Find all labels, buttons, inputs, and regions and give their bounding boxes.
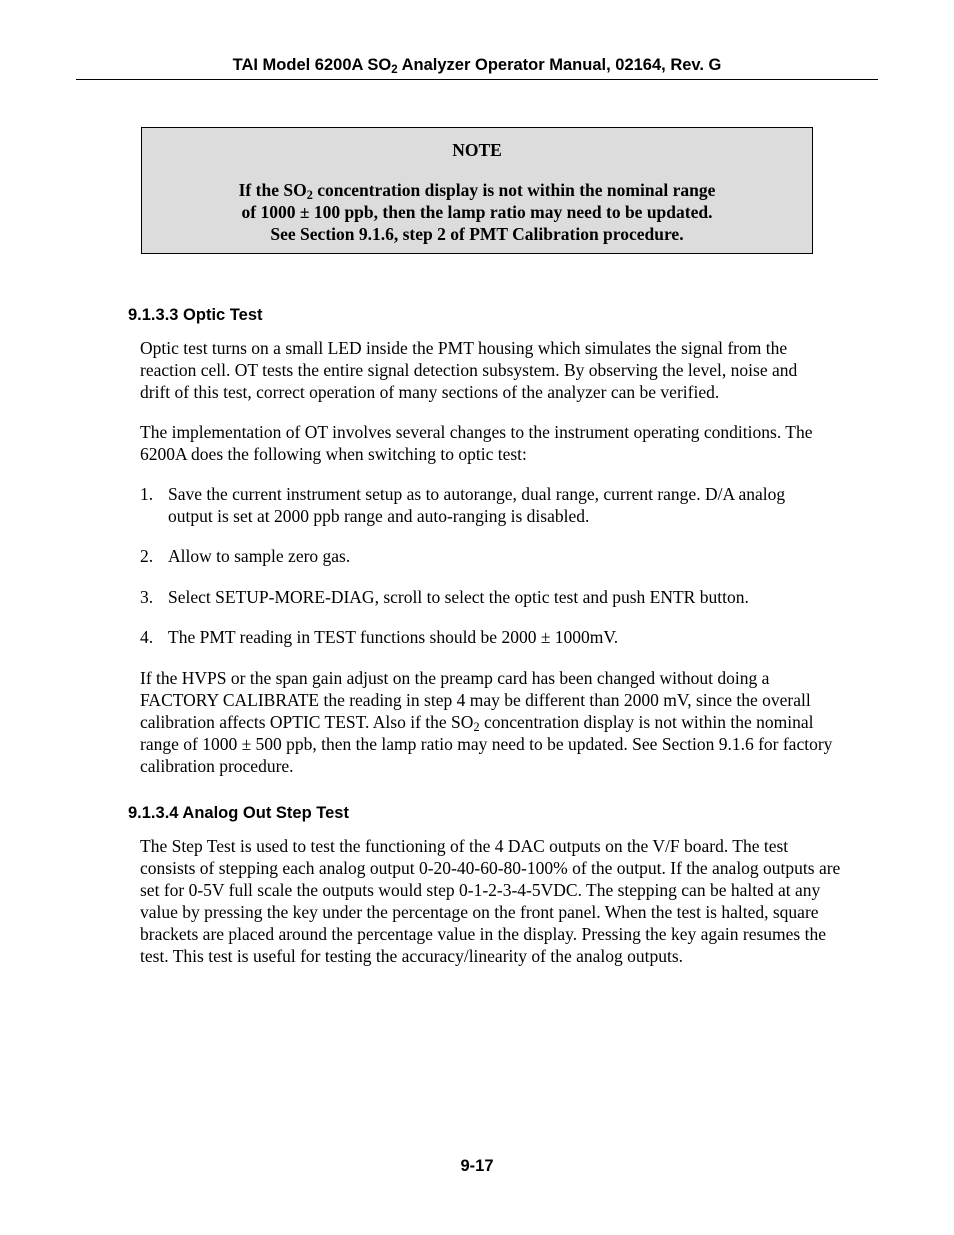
note-line-1-subscript: 2 — [306, 188, 313, 203]
list-item-text — [168, 586, 868, 608]
text-span: calibration affects OPTIC TEST. Also if the SO — [140, 712, 474, 732]
note-body — [142, 179, 812, 245]
list-item-number: 2. — [140, 546, 154, 566]
text-line: calibration procedure. — [140, 756, 294, 776]
list-item-number: 1. — [140, 484, 154, 504]
text-line: drift of this test, correct operation of many sections of the analyzer can be verified. — [140, 382, 720, 402]
text-line: test. This test is useful for testing the accuracy/linearity of the analog outputs. — [140, 946, 684, 966]
analog-out-paragraph — [140, 835, 840, 967]
text-line: output is set at 2000 ppb range and auto-ranging is disabled. — [168, 506, 590, 526]
page-number: 9-17 — [460, 1157, 494, 1175]
list-item-number: 4. — [140, 627, 154, 647]
note-line-3: See Section 9.1.6, step 2 of PMT Calibration procedure. — [270, 224, 684, 244]
list-item-text — [168, 483, 868, 527]
optic-test-paragraph-3 — [140, 667, 832, 777]
optic-test-paragraph-1 — [140, 337, 797, 403]
note-line-1-pre: If the SO — [238, 180, 307, 200]
note-line-2: of 1000 ± 100 ppb, then the lamp ratio may need to be updated. — [241, 202, 713, 222]
page-header — [76, 56, 878, 75]
text-line — [140, 711, 832, 733]
text-line: The PMT reading in TEST functions should be 2000 ± 1000mV. — [168, 627, 619, 647]
text-line: Optic test turns on a small LED inside the PMT housing which simulates the signal from the — [140, 338, 788, 358]
text-line: If the HVPS or the span gain adjust on the preamp card has been changed without doing a — [140, 668, 770, 688]
text-line: value by pressing the key under the percentage on the front panel. When the test is halted, square — [140, 902, 819, 922]
text-span: concentration display is not within the nominal — [479, 712, 814, 732]
note-box — [141, 127, 813, 254]
text-line: Select SETUP-MORE-DIAG, scroll to select the optic test and push ENTR button. — [168, 587, 749, 607]
text-subscript: 2 — [473, 720, 480, 735]
text-line: Allow to sample zero gas. — [168, 546, 351, 566]
text-line: reaction cell. OT tests the entire signal detection subsystem. By observing the level, noise and — [140, 360, 798, 380]
header-title-pre: TAI Model 6200A SO — [232, 56, 392, 74]
text-line: 6200A does the following when switching to optic test: — [140, 444, 527, 464]
header-title-post: Analyzer Operator Manual, 02164, Rev. G — [397, 56, 722, 74]
section-heading-analog-out-step-test: 9.1.3.4 Analog Out Step Test — [128, 804, 349, 822]
note-line-1 — [142, 179, 812, 201]
text-line: consists of stepping each analog output 0-20-40-60-80-100% of the output. If the analog outputs are — [140, 858, 841, 878]
text-line: brackets are placed around the percentage value in the display. Pressing the key again resumes the — [140, 924, 826, 944]
text-line: Save the current instrument setup as to autorange, dual range, current range. D/A analog — [168, 484, 786, 504]
text-line: set for 0-5V full scale the outputs would step 0-1-2-3-4-5VDC. The stepping can be halted at any — [140, 880, 821, 900]
text-line: FACTORY CALIBRATE the reading in step 4 may be different than 2000 mV, since the overall — [140, 690, 811, 710]
note-line-1-post: concentration display is not within the nominal range — [312, 180, 716, 200]
section-heading-optic-test: 9.1.3.3 Optic Test — [128, 306, 263, 324]
list-item-text — [168, 545, 868, 567]
header-divider — [76, 79, 878, 80]
note-title: NOTE — [452, 140, 502, 160]
header-title-subscript: 2 — [391, 63, 398, 76]
optic-test-paragraph-2 — [140, 421, 812, 465]
text-line: The Step Test is used to test the functioning of the 4 DAC outputs on the V/F board. The test — [140, 836, 789, 856]
list-item-number: 3. — [140, 587, 154, 607]
list-item-text — [168, 626, 868, 648]
text-line: range of 1000 ± 500 ppb, then the lamp ratio may need to be updated. See Section 9.1.6 for factory — [140, 734, 833, 754]
text-line: The implementation of OT involves several changes to the instrument operating conditions. The — [140, 422, 813, 442]
